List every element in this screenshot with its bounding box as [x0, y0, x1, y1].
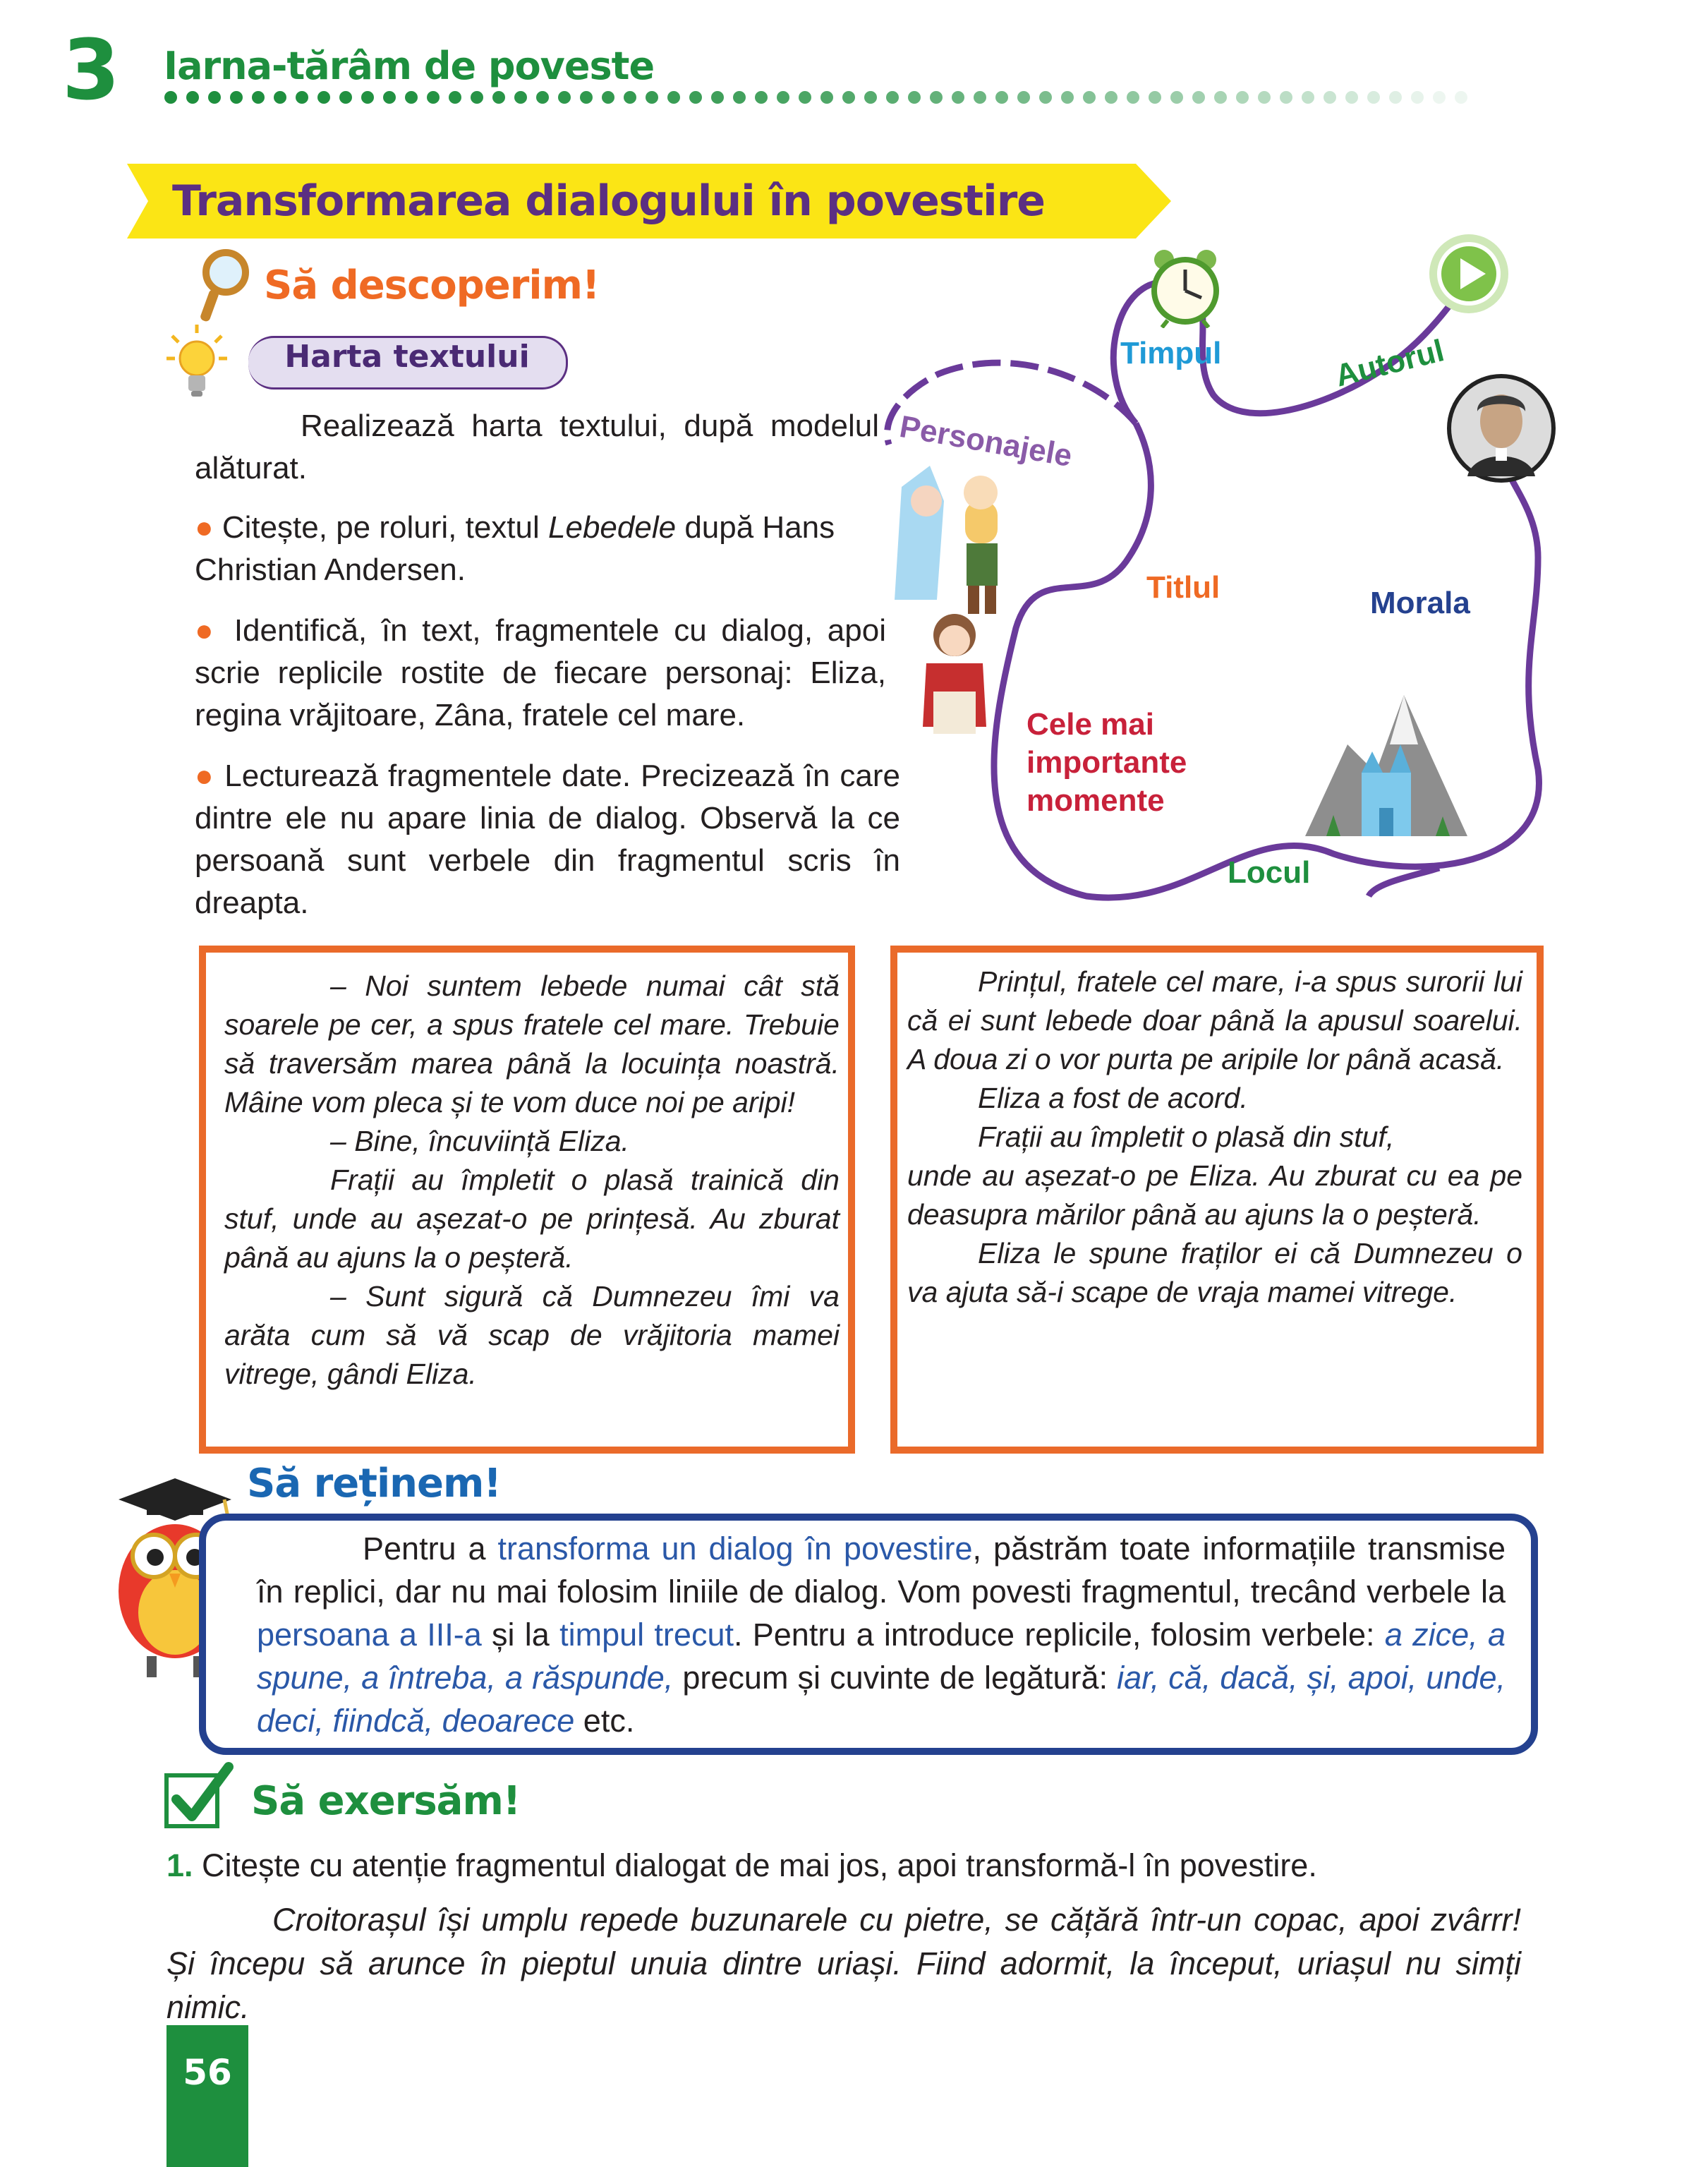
divider-dot — [1105, 91, 1118, 104]
divider-dot — [974, 91, 986, 104]
divider-dot — [274, 91, 286, 104]
story-p2: Eliza a fost de acord. — [978, 1082, 1248, 1114]
dialog-p4: – Sunt sigură că Dumnezeu îmi va arăta cum să vă scap de vrăjitoria mamei vitrege, gândi Eliza. — [224, 1280, 840, 1390]
divider-dot — [667, 91, 680, 104]
divider-dot — [602, 91, 614, 104]
divider-dot — [361, 91, 374, 104]
page-number: 56 — [183, 2052, 232, 2093]
retain-t4: persoana a III-a — [257, 1617, 482, 1653]
bullet-identify — [195, 610, 886, 737]
divider-dot — [689, 91, 702, 104]
divider-dot — [514, 91, 527, 104]
chapter-number: 3 — [62, 21, 121, 119]
dialog-p3: Frații au împletit o plasă trainică din stuf, unde au așezat-o pe prințesă. Au zburat până au ajuns la o peșteră. — [224, 1164, 840, 1274]
ice-castle-illustration — [1298, 688, 1474, 850]
divider-dot — [1192, 91, 1205, 104]
divider-dot — [1367, 91, 1380, 104]
map-label-moments — [1026, 706, 1187, 820]
divider-dot — [186, 91, 199, 104]
text-map-pill-label: Harta textului — [284, 339, 530, 375]
bullet-dot: ● — [195, 613, 220, 648]
divider-dot — [1455, 91, 1467, 104]
bullet-read-roles — [195, 507, 886, 591]
retain-t7: . Pentru a introduce replicile, folosim verbele: — [733, 1617, 1385, 1653]
divider-dot — [405, 91, 418, 104]
checkmark-icon — [164, 1761, 234, 1832]
bullet-read-fragments — [195, 755, 900, 924]
divider-dot — [733, 91, 746, 104]
play-button-icon[interactable] — [1427, 231, 1511, 316]
moments-line2: importante — [1026, 745, 1187, 780]
bullet1-pre: Citește, pe roluri, textul — [222, 510, 549, 545]
divider-dot — [886, 91, 899, 104]
divider-dot — [930, 91, 943, 104]
divider-dot — [1345, 91, 1358, 104]
lightbulb-icon — [165, 323, 229, 401]
divider-dot — [842, 91, 855, 104]
divider-dot — [471, 91, 483, 104]
divider-dot — [1083, 91, 1096, 104]
map-label-moral: Morala — [1370, 586, 1470, 620]
divider-dot — [317, 91, 330, 104]
divider-dot — [646, 91, 658, 104]
exercise-1-instruction: Citește cu atenție fragmentul dialogat de mai jos, apoi transformă-l în povestire. — [193, 1847, 1317, 1883]
retain-t3: , păstrăm toate informațiile transmise în replici, dar nu mai folosim liniile de dialog. Vom povesti fragmentul, trecând verbele la — [257, 1531, 1506, 1610]
divider-dot — [1302, 91, 1314, 104]
divider-dot — [580, 91, 593, 104]
retain-t8: a zice, a spune, a întreba, a răspunde, — [257, 1617, 1506, 1696]
divider-dot — [492, 91, 505, 104]
bullet1-post: după Hans Christian Andersen. — [195, 510, 835, 587]
divider-dot — [1389, 91, 1402, 104]
divider-dot — [1170, 91, 1183, 104]
retain-t11: etc. — [574, 1703, 635, 1739]
retain-t1: Pentru a — [363, 1531, 498, 1567]
retain-t6: timpul trecut — [559, 1617, 734, 1653]
bullet2-text: Identifică, în text, fragmentele cu dialog, apoi scrie replicile rostite de fiecare personaj: Eliza, regina vrăjitoare, Zâna, fratele cel mare. — [195, 613, 886, 732]
divider-dot — [1214, 91, 1227, 104]
divider-dot — [536, 91, 549, 104]
divider-dot — [164, 91, 177, 104]
divider-dot — [755, 91, 768, 104]
divider-dot — [1061, 91, 1074, 104]
clock-icon — [1146, 247, 1224, 328]
story-p1: Prințul, fratele cel mare, i-a spus surorii lui că ei sunt lebede doar până la apusul soarelui. A doua zi o vor purta pe aripile lor până acasă. — [907, 965, 1522, 1075]
divider-dot — [252, 91, 265, 104]
divider-dot — [799, 91, 811, 104]
divider-dot — [952, 91, 964, 104]
divider-dot — [1324, 91, 1336, 104]
divider-dot — [711, 91, 724, 104]
divider-dot — [995, 91, 1008, 104]
divider-dot — [624, 91, 636, 104]
retain-t10: iar, că, dacă, și, apoi, unde, deci, fiindcă, deoarece — [257, 1660, 1506, 1739]
story-p4: Eliza le spune fraților ei că Dumnezeu o va ajuta să-i scape de vraja mamei vitrege. — [907, 1237, 1522, 1308]
divider-dot — [449, 91, 461, 104]
characters-illustration — [888, 459, 1022, 755]
divider-dot — [1258, 91, 1271, 104]
divider-dot — [1149, 91, 1161, 104]
divider-dot — [1280, 91, 1292, 104]
divider-dot — [558, 91, 571, 104]
page-number-tab — [166, 2025, 248, 2167]
exercise-1 — [166, 1847, 1507, 1884]
moments-line3: momente — [1026, 783, 1165, 818]
map-label-time: Timpul — [1120, 336, 1222, 370]
chapter-title: Iarna-tărâm de poveste — [164, 44, 655, 88]
story-p3b: unde au așezat-o pe Eliza. Au zburat cu ea pe deasupra mărilor până au ajuns la o peșteră. — [907, 1159, 1522, 1231]
divider-dot — [864, 91, 877, 104]
divider-dot — [820, 91, 833, 104]
exercise-1-number: 1. — [166, 1847, 193, 1883]
divider-dot — [1236, 91, 1249, 104]
fragment-story-text — [907, 962, 1522, 1312]
divider-dot — [1127, 91, 1139, 104]
divider-dot — [1017, 91, 1030, 104]
author-portrait — [1445, 370, 1558, 487]
fragment-dialog-text — [224, 967, 840, 1394]
retain-text — [257, 1527, 1506, 1742]
divider-dot — [339, 91, 352, 104]
magnifier-icon — [192, 247, 255, 325]
intro-paragraph: Realizează harta textului, după modelul alăturat. — [195, 409, 879, 485]
story-p3a: Frații au împletit o plasă din stuf, — [978, 1121, 1395, 1153]
divider-dot — [383, 91, 396, 104]
lesson-title: Transformarea dialogului în povestire — [172, 176, 1046, 226]
bullet3-text: Lecturează fragmentele date. Precizează în care dintre ele nu apare linia de dialog. Observă la ce persoană sunt verbele din fragmentul scris în dreapta. — [195, 759, 900, 920]
divider-dot — [1411, 91, 1424, 104]
retain-heading: Să reținem! — [247, 1461, 501, 1507]
divider-dot — [208, 91, 221, 104]
divider-dot — [296, 91, 308, 104]
dotted-divider — [164, 89, 1476, 106]
divider-dot — [230, 91, 243, 104]
discover-heading: Să descoperim! — [264, 262, 600, 308]
dialog-p1: – Noi suntem lebede numai cât stă soarele pe cer, a spus fratele cel mare. Trebuie să traversăm marea până la locuința noastră. Mâine vom pleca și te vom duce noi pe aripi! — [224, 970, 840, 1118]
divider-dot — [1433, 91, 1446, 104]
exercise-heading: Să exersăm! — [251, 1778, 521, 1824]
divider-dot — [908, 91, 921, 104]
map-label-place: Locul — [1228, 855, 1311, 890]
divider-dot — [1039, 91, 1052, 104]
bullet-dot: ● — [195, 759, 215, 793]
divider-dot — [777, 91, 789, 104]
exercise-1-fragment: Croitorașul își umplu repede buzunarele cu pietre, se cățără într-un copac, apoi zvârrr! Și începu să arunce în pieptul unuia dintre uriași. Fiind adormit, la început, uriașul nu simți nimic. — [166, 1902, 1521, 2025]
map-label-characters: Personajele — [897, 409, 1075, 474]
retain-t9: precum și cuvinte de legătură: — [673, 1660, 1118, 1696]
map-label-author: Autorul — [1332, 333, 1448, 394]
bullet1-title: Lebedele — [548, 510, 677, 545]
moments-line1: Cele mai — [1026, 707, 1154, 742]
map-label-title: Titlul — [1146, 570, 1221, 605]
divider-dot — [427, 91, 440, 104]
dialog-p2: – Bine, încuviință Eliza. — [330, 1125, 629, 1157]
retain-t2: transforma un dialog în povestire — [497, 1531, 973, 1567]
retain-t5: și la — [481, 1617, 560, 1653]
bullet-dot: ● — [195, 510, 214, 545]
